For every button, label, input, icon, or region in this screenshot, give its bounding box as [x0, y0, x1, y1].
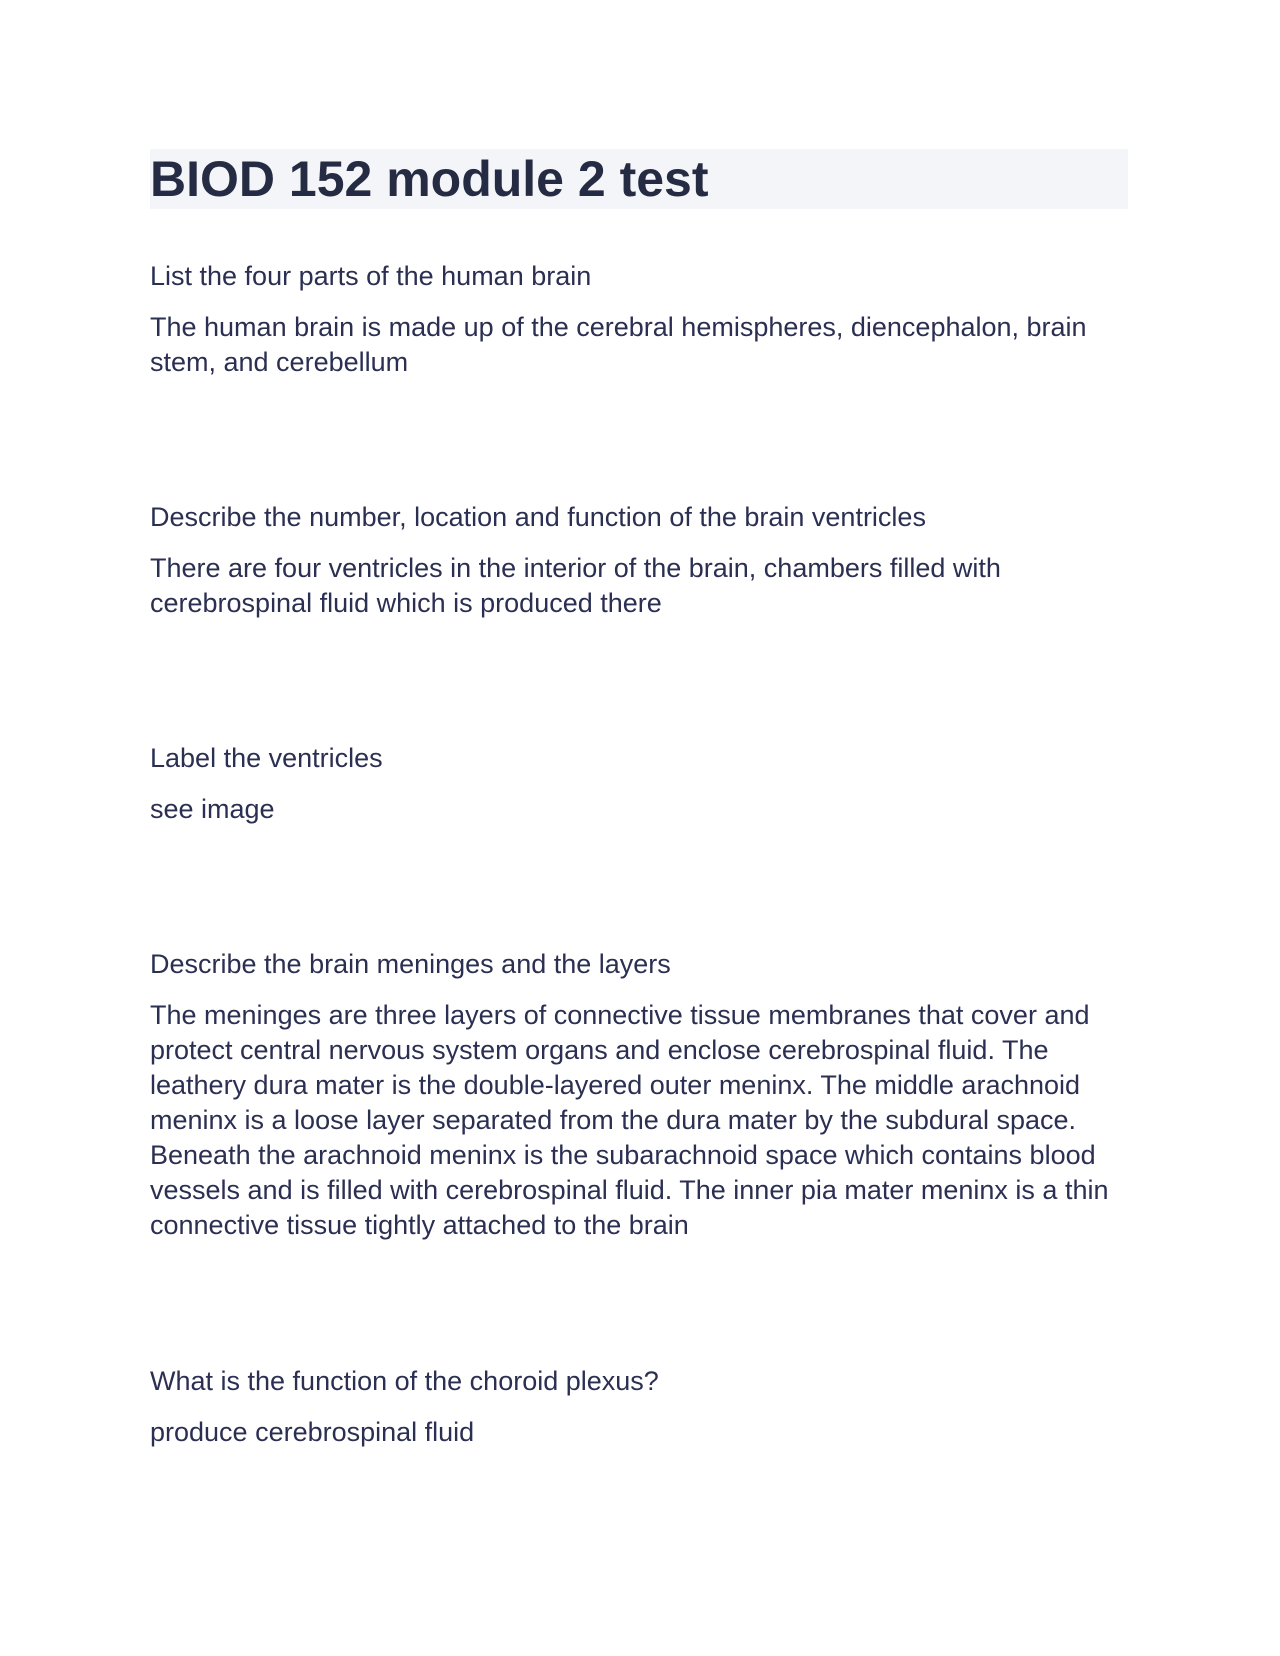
qa-item	[150, 1364, 1110, 1450]
qa-item	[150, 259, 1110, 380]
question-text: Describe the brain meninges and the layers	[150, 949, 671, 979]
qa-item	[150, 947, 1110, 1243]
question-text: List the four parts of the human brain	[150, 261, 592, 291]
answer-text: produce cerebrospinal fluid	[150, 1417, 475, 1447]
answer-text: The meninges are three layers of connective tissue membranes that cover and protect central nervous system organs and enclose cerebrospinal fluid. The leathery dura mater is the double-layered outer meninx. The middle arachnoid meninx is a loose layer separated from the dura mater by the subdural space. Beneath the arachnoid meninx is the subarachnoid space which contains blood vessels and is filled with cerebrospinal fluid. The inner pia mater meninx is a thin connective tissue tightly attached to the brain	[150, 1000, 1109, 1240]
qa-item	[150, 500, 1110, 621]
question-text: Label the ventricles	[150, 743, 383, 773]
answer-text: There are four ventricles in the interior of the brain, chambers filled with cerebrospinal fluid which is produced there	[150, 553, 1001, 618]
page-title: BIOD 152 module 2 test	[150, 151, 709, 207]
answer-text: The human brain is made up of the cerebral hemispheres, diencephalon, brain stem, and cerebellum	[150, 312, 1087, 377]
answer-text: see image	[150, 794, 275, 824]
qa-item	[150, 741, 1110, 827]
question-text: What is the function of the choroid plexus?	[150, 1366, 659, 1396]
question-text: Describe the number, location and function of the brain ventricles	[150, 502, 926, 532]
